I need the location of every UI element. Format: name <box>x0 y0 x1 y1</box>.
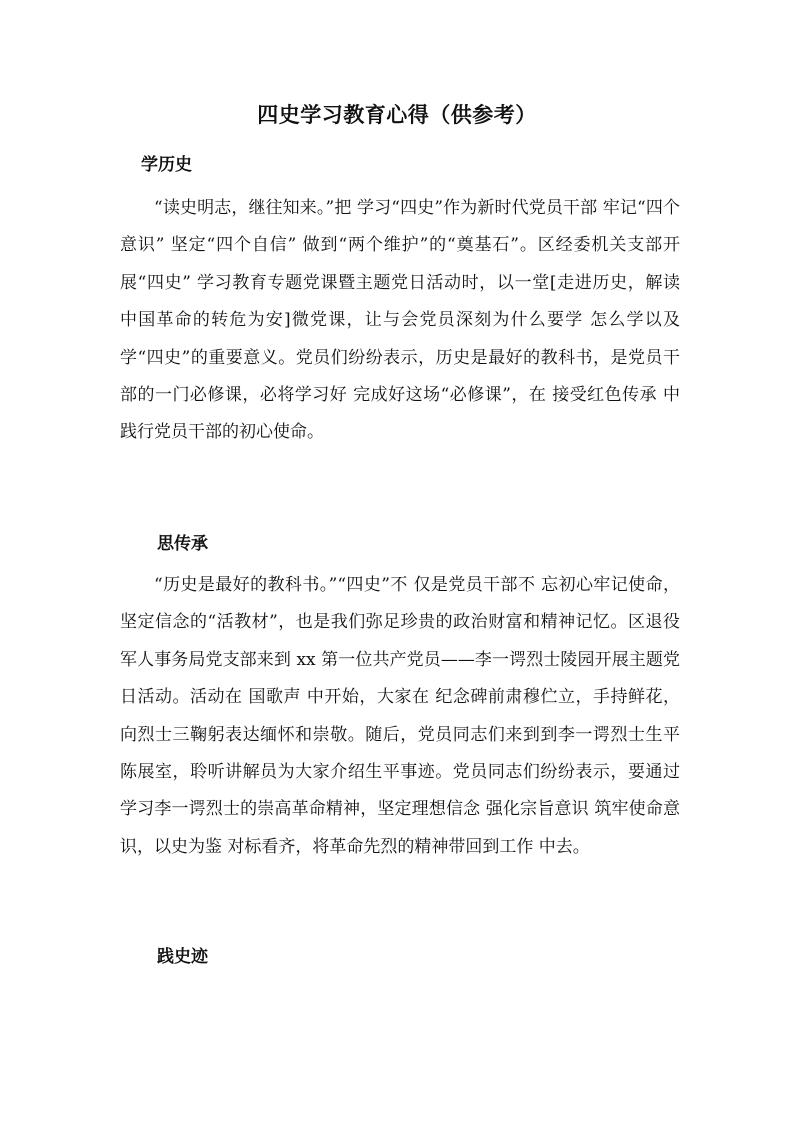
section-paragraph-inheritance: “历史是最好的教科书。”“四史”不 仅是党员干部不 忘初心牢记使命，坚定信念的“活教材”，也是我们弥足珍贵的政治财富和精神记忆。区退役军人事务局党支部来到 xx 第一位共产党员——李一谔烈士陵园开展主题党日活动。活动在 国歌声 中开始，大家在 纪念碑前肃穆伫立，手持鲜花，向烈士三鞠躬表达缅怀和崇敬。随后，党员同志们来到到李一谔烈士生平陈展室，聆听讲解员为大家介绍生平事迹。党员同志们纷纷表示，要通过 学习李一谔烈士的崇高革命精神，坚定理想信念 强化宗旨意识 筑牢使命意识，以史为鉴 对标看齐，将革命先烈的精神带回到工作 中去。 <box>120 575 680 857</box>
document-title: 四史学习教育心得（供参考） <box>257 102 537 127</box>
section-heading-inheritance: 思传承 <box>157 534 208 554</box>
section-heading-learn-history: 学历史 <box>141 155 192 175</box>
section-heading-practice-history: 践史迹 <box>157 947 208 967</box>
section-paragraph-learn-history: “读史明志，继往知来。”把 学习“四史”作为新时代党员干部 牢记“四个意识” 坚定“四个自信” 做到“两个维护”的“奠基石”。区经委机关支部开展“四史” 学习教育专题党课暨主题党日活动时，以一堂[走进历史，解读 中国革命的转危为安]微党课，让与会党员深刻为什么要学 怎么学以及学“四史”的重要意义。党员们纷纷表示，历史是最好的教科书，是党员干部的一门必修课，必将学习好 完成好这场“必修课”，在 接受红色传承 中践行党员干部的初心使命。 <box>120 198 680 443</box>
